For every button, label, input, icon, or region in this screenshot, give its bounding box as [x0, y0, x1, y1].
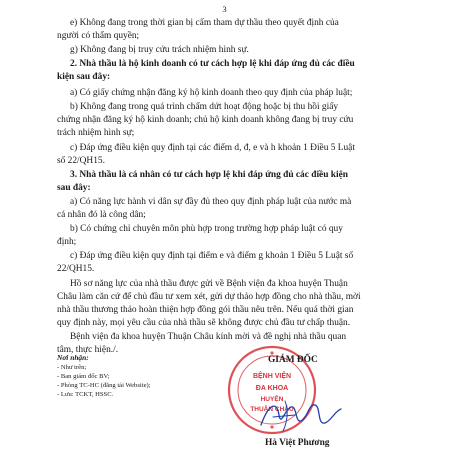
text-line: định; — [57, 237, 77, 247]
text-line: a) Có năng lực hành vi dân sự đầy đủ theo quy định pháp luật của nước mà — [70, 197, 352, 207]
text-line: g) Không đang bị truy cứu trách nhiệm hình sự. — [70, 45, 249, 55]
text-line: a) Có giấy chứng nhận đăng ký hộ kinh doanh theo quy định của pháp luật; — [70, 88, 353, 98]
text-line: nhà thầu thương thảo hoàn thiện hợp đồng gói thầu nêu trên. Nếu quá thời gian — [57, 305, 354, 315]
text-line: c) Đáp ứng điều kiện quy định tại các điểm d, đ, e và h khoản 1 Điều 5 Luật — [70, 143, 355, 153]
text-line: số 22/QH15. — [57, 156, 105, 166]
text-line: Hồ sơ năng lực của nhà thầu được gửi về Bệnh viện đa khoa huyện Thuận — [70, 279, 348, 289]
section-heading: sau đây: — [57, 183, 91, 193]
text-line: b) Không đang trong quá trình chấm dứt hoạt động hoặc bị thu hồi giấy — [70, 102, 339, 112]
text-line: cá nhân đó là công dân; — [57, 210, 146, 220]
signer-title: GIÁM ĐỐC — [268, 355, 318, 365]
text-line: Bệnh viện đa khoa huyện Thuận Châu kính mời và đề nghị nhà thầu quan — [70, 332, 347, 342]
recipient-item: - Như trên; — [57, 364, 87, 371]
text-line: b) Có chứng chỉ chuyên môn phù hợp trong trường hợp pháp luật có quy — [70, 224, 343, 234]
handwritten-signature — [255, 395, 345, 435]
recipient-item: - Phòng TC-HC (đăng tải Website); — [57, 382, 151, 389]
text-line: chứng nhận đăng ký hộ kinh doanh; chủ hộ kinh doanh không đang bị truy cứu — [57, 115, 354, 125]
text-line: tâm, thực hiện./. — [57, 345, 119, 355]
signer-name: Hà Việt Phương — [265, 438, 330, 448]
section-heading: 3. Nhà thầu là cá nhân có tư cách hợp lệ khi đáp ứng đủ các điều kiện — [70, 170, 348, 180]
text-line: Châu làm căn cứ để chủ đầu tư xem xét, gửi dự thảo hợp đồng cho nhà thầu, mời — [57, 292, 361, 302]
page-number: 3 — [222, 4, 227, 14]
recipient-item: - Lưu: TCKT, HSSC. — [57, 391, 114, 398]
section-heading: kiện sau đây: — [57, 72, 111, 82]
seal-text: THUẬN CHÂU — [250, 406, 294, 413]
section-heading: 2. Nhà thầu là hộ kinh doanh có tư cách hợp lệ khi đáp ứng đủ các điều — [70, 59, 355, 69]
text-line: e) Không đang trong thời gian bị cấm tham dự thầu theo quyết định của — [70, 18, 339, 28]
seal-text: ĐA KHOA — [255, 385, 289, 392]
text-line: quy định này, mọi yêu cầu của nhà thầu sẽ không được chủ đầu tư chấp thuận. — [57, 318, 351, 328]
text-line: người có thẩm quyền; — [57, 31, 140, 41]
text-line: trách nhiệm hình sự; — [57, 128, 135, 138]
recipients-heading: Nơi nhận: — [57, 353, 89, 362]
recipient-item: - Ban giám đốc BV; — [57, 373, 110, 380]
text-line: 22/QH15. — [57, 264, 95, 274]
seal-text: HUYỆN — [260, 396, 284, 403]
seal-text: BỆNH VIỆN — [252, 373, 292, 380]
text-line: c) Đáp ứng điều kiện quy định tại điểm e và điểm g khoản 1 Điều 5 Luật số — [70, 251, 354, 261]
